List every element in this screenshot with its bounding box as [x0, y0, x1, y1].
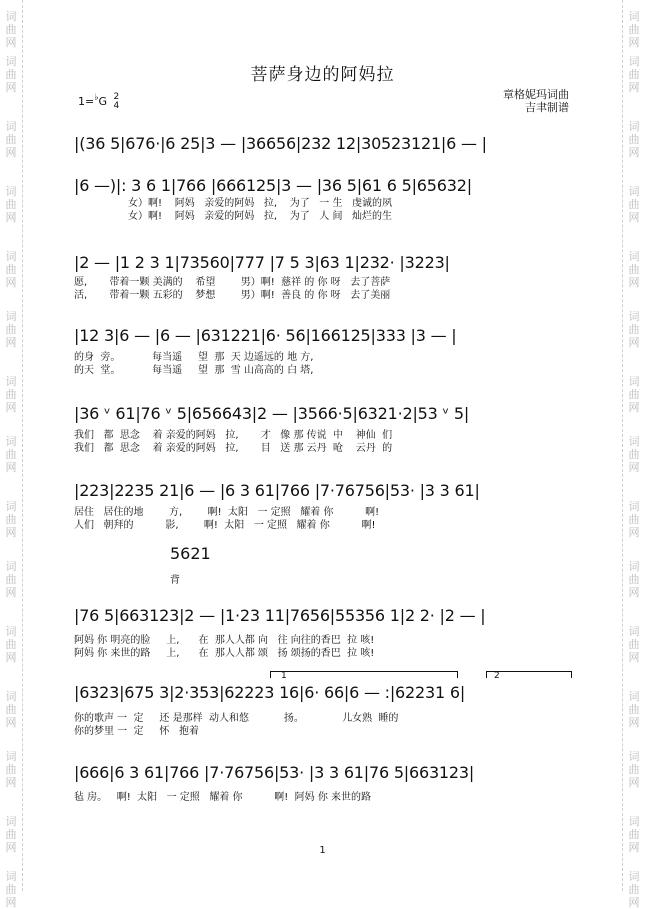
lyric-verse-1: 女）啊! 阿妈 亲爱的阿妈 拉, 为了 一 生 虔诚的夙 [74, 198, 392, 209]
notes-line: |6 —)|: 3 6 1|766 |666125|3 — |36 5|61 6 5|65632| [74, 176, 472, 195]
watermark-mark: 词 曲 网 [5, 690, 17, 729]
notes-line: |76 5|663123|2 — |1·23 11|7656|55356 1|2 2· |2 — | [74, 606, 486, 625]
watermark-mark: 词 曲 网 [628, 10, 640, 49]
watermark-mark: 词 曲 网 [628, 435, 640, 474]
lyric-verse-1: 居住 居住的地 方, 啊! 太阳 一 定照 耀着 你 啊! [74, 507, 380, 518]
watermark-mark: 词 曲 网 [5, 120, 17, 159]
watermark-mark: 词 曲 网 [5, 10, 17, 49]
lyric-verse-1: 的身 旁。 每当遥 望 那 天 边遥远的 地 方, [74, 352, 314, 363]
second-ending-label: 2 [494, 671, 500, 681]
watermark-mark: 词 曲 网 [628, 750, 640, 789]
watermark-mark: 词 曲 网 [628, 560, 640, 599]
watermark-mark: 词 曲 网 [5, 435, 17, 474]
lyric-verse-2: 我们 都 思念 着 亲爱的阿妈 拉, 目 送 那 云丹 呛 云丹 的 [74, 443, 393, 454]
watermark-mark: 词 曲 网 [628, 310, 640, 349]
notes-line: |12 3|6 — |6 — |631221|6· 56|166125|333 |3 — | [74, 326, 457, 345]
watermark-mark: 词 曲 网 [628, 185, 640, 224]
notes-line: |36 ᵛ 61|76 ᵛ 5|656643|2 — |3566·5|6321·2|53 ᵛ 5| [74, 404, 470, 423]
notes-line: |2 — |1 2 3 1|73560|777 |7 5 3|63 1|232· |3223| [74, 253, 450, 272]
watermark-mark: 词 曲 网 [5, 55, 17, 94]
left-watermark-column [0, 0, 23, 909]
lyric-verse-2: 阿妈 你 来世的路 上, 在 那人人都 颂 扬 颂扬的香巴 拉 咳! [74, 648, 375, 659]
lyric-verse-1: 毡 房。 啊! 太阳 一 定照 耀着 你 啊! 阿妈 你 来世的路 [74, 792, 372, 803]
arranger-credit: 吉聿制谱 [525, 101, 569, 114]
time-signature: 2 4 [113, 92, 120, 111]
song-title: 菩萨身边的阿妈拉 [250, 65, 395, 85]
watermark-mark: 词 曲 网 [628, 625, 640, 664]
lyric-verse-1: 愿, 带着一颗 美满的 希望 男）啊! 慈祥 的 你 呀 去了菩萨 [74, 277, 391, 288]
watermark-mark: 词 曲 网 [5, 815, 17, 854]
lyricist-credit: 章格妮玛词曲 [503, 88, 569, 101]
right-watermark-column [622, 0, 645, 909]
notes-line: |223|2235 21|6 — |6 3 61|766 |7·76756|53· |3 3 61| [74, 481, 480, 500]
lyric-verse-2: 活, 带着一颗 五彩的 梦想 男）啊! 善良 的 你 呀 去了美丽 [74, 290, 391, 301]
watermark-mark: 词 曲 网 [5, 560, 17, 599]
watermark-mark: 词 曲 网 [628, 375, 640, 414]
lyric-verse-2: 你的梦里 一 定 怀 抱着 [74, 726, 199, 737]
watermark-mark: 词 曲 网 [5, 185, 17, 224]
lyric-verse-2: 人们 朝拜的 影, 啊! 太阳 一 定照 耀着 你 啊! [74, 520, 376, 531]
notes-line: |(36 5|676·|6 25|3 — |36656|232 12|30523121|6 — | [74, 134, 487, 153]
watermark-mark: 词 曲 网 [5, 870, 17, 909]
watermark-mark: 词 曲 网 [5, 250, 17, 289]
lyric-verse-1: 我们 都 思念 着 亲爱的阿妈 拉, 才 像 那 传说 中 神仙 们 [74, 430, 393, 441]
key-signature: 1=♭G 2 4 [78, 92, 120, 111]
watermark-mark: 词 曲 网 [5, 750, 17, 789]
watermark-mark: 词 曲 网 [628, 870, 640, 909]
notes-line: |666|6 3 61|766 |7·76756|53· |3 3 61|76 5|663123| [74, 763, 475, 782]
alternate-notes: 5621 [170, 544, 211, 563]
watermark-mark: 词 曲 网 [5, 500, 17, 539]
first-ending-bracket [270, 671, 458, 678]
notes-line: |6323|675 3|2·353|62223 16|6· 66|6 — :|62231 6| [74, 683, 466, 702]
watermark-mark: 词 曲 网 [628, 500, 640, 539]
watermark-mark: 词 曲 网 [5, 375, 17, 414]
watermark-mark: 词 曲 网 [628, 690, 640, 729]
watermark-mark: 词 曲 网 [5, 625, 17, 664]
first-ending-label: 1 [281, 671, 287, 681]
lyric-verse-2: 女）啊! 阿妈 亲爱的阿妈 拉, 为了 人 间 灿烂的生 [74, 211, 392, 222]
lyric-verse-1: 阿妈 你 明亮的脸 上, 在 那人人都 向 往 向往的香巴 拉 咳! [74, 635, 375, 646]
watermark-mark: 词 曲 网 [5, 310, 17, 349]
watermark-mark: 词 曲 网 [628, 250, 640, 289]
lyric-verse-1: 你的歌声 一 定 还 是那样 动人和悠 扬。 儿女熟 睡的 [74, 713, 399, 724]
watermark-mark: 词 曲 网 [628, 815, 640, 854]
alternate-lyric: 背 [170, 575, 180, 586]
watermark-mark: 词 曲 网 [628, 55, 640, 94]
watermark-mark: 词 曲 网 [628, 120, 640, 159]
page-number: 1 [319, 845, 326, 856]
lyric-verse-2: 的天 堂。 每当遥 望 那 雪 山高高的 白 塔, [74, 365, 314, 376]
